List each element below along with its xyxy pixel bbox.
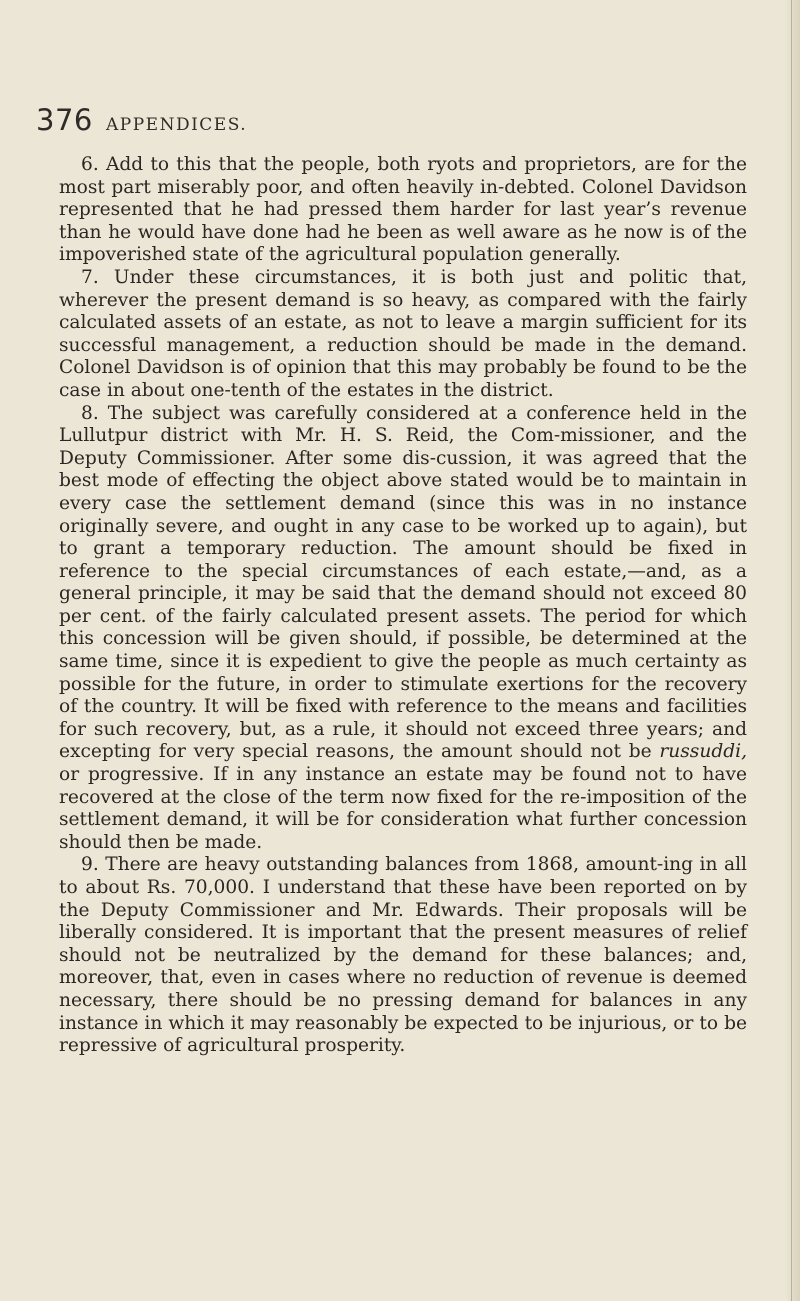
paragraph-8 — [59, 403, 747, 855]
paragraph-number: 8. — [81, 402, 99, 424]
paragraph-text: Add to this that the people, both ryots and proprietors, are for the most part miserably poor, and often heavily in-debted. Colonel Davidson represented that he had pressed them harder for last year’s revenue than he would have done had he been as well aware as he now is of the impoverished state of the agricultural population generally. — [59, 154, 747, 266]
paragraph-7 — [59, 267, 747, 403]
body-text — [59, 154, 747, 1058]
paragraph-number: 9. — [81, 854, 99, 876]
paragraph-text: Under these circumstances, it is both just and politic that, wherever the present demand is so heavy, as compared with the fairly calculated assets of an estate, as not to leave a margin sufficient for its successful management, a reduction should be made in the demand. Colonel Davidson is of opinion that this may probably be found to be the case in about one-tenth of the estates in the district. — [59, 266, 747, 401]
running-title: APPENDICES. — [106, 115, 248, 135]
paragraph-text: or progressive. If in any instance an estate may be found not to have recovered at the close of the term now fixed for the re-imposition of the settlement demand, it will be for consideration what further concession should then be made. — [59, 764, 747, 853]
page-edge — [786, 0, 800, 1301]
paragraph-text: The subject was carefully considered at a conference held in the Lullutpur district with Mr. H. S. Reid, the Com-missioner, and the Deputy Commissioner. After some dis-cussion, it was agreed that the best mode of effecting the object above stated would be to maintain in every case the settlement demand (since this was in no instance originally severe, and ought in any case to be worked up to again), but to grant a temporary reduction. The amount should be fixed in reference to the special circumstances of each estate,—and, as a general principle, it may be said that the demand should not exceed 80 per cent. of the fairly calculated present assets. The period for which this concession will be given should, if possible, be determined at the same time, since it is expedient to give the people as much certainty as possible for the future, in order to stimulate exertions for the recovery of the country. It will be fixed with reference to the means and facilities for such recovery, but, as a rule, it should not exceed three years; and excepting for very special reasons, the amount should not be — [59, 402, 747, 763]
running-head — [36, 103, 756, 143]
italic-term: russuddi, — [659, 741, 747, 763]
paragraph-number: 7. — [81, 266, 99, 288]
paragraph-text: There are heavy outstanding balances from 1868, amount-ing in all to about Rs. 70,000. I understand that these have been reported on by the Deputy Commissioner and Mr. Edwards. Their proposals will be liberally considered. It is important that the present measures of relief should not be neutralized by the demand for these balances; and, moreover, that, even in cases where no reduction of revenue is deemed necessary, there should be no pressing demand for balances in any instance in which it may reasonably be expected to be injurious, or to be repressive of agricultural prosperity. — [59, 854, 747, 1057]
paragraph-number: 6. — [81, 154, 99, 175]
page-number: 376 — [36, 103, 93, 137]
paragraph-6 — [59, 154, 747, 267]
paragraph-9 — [59, 854, 747, 1057]
